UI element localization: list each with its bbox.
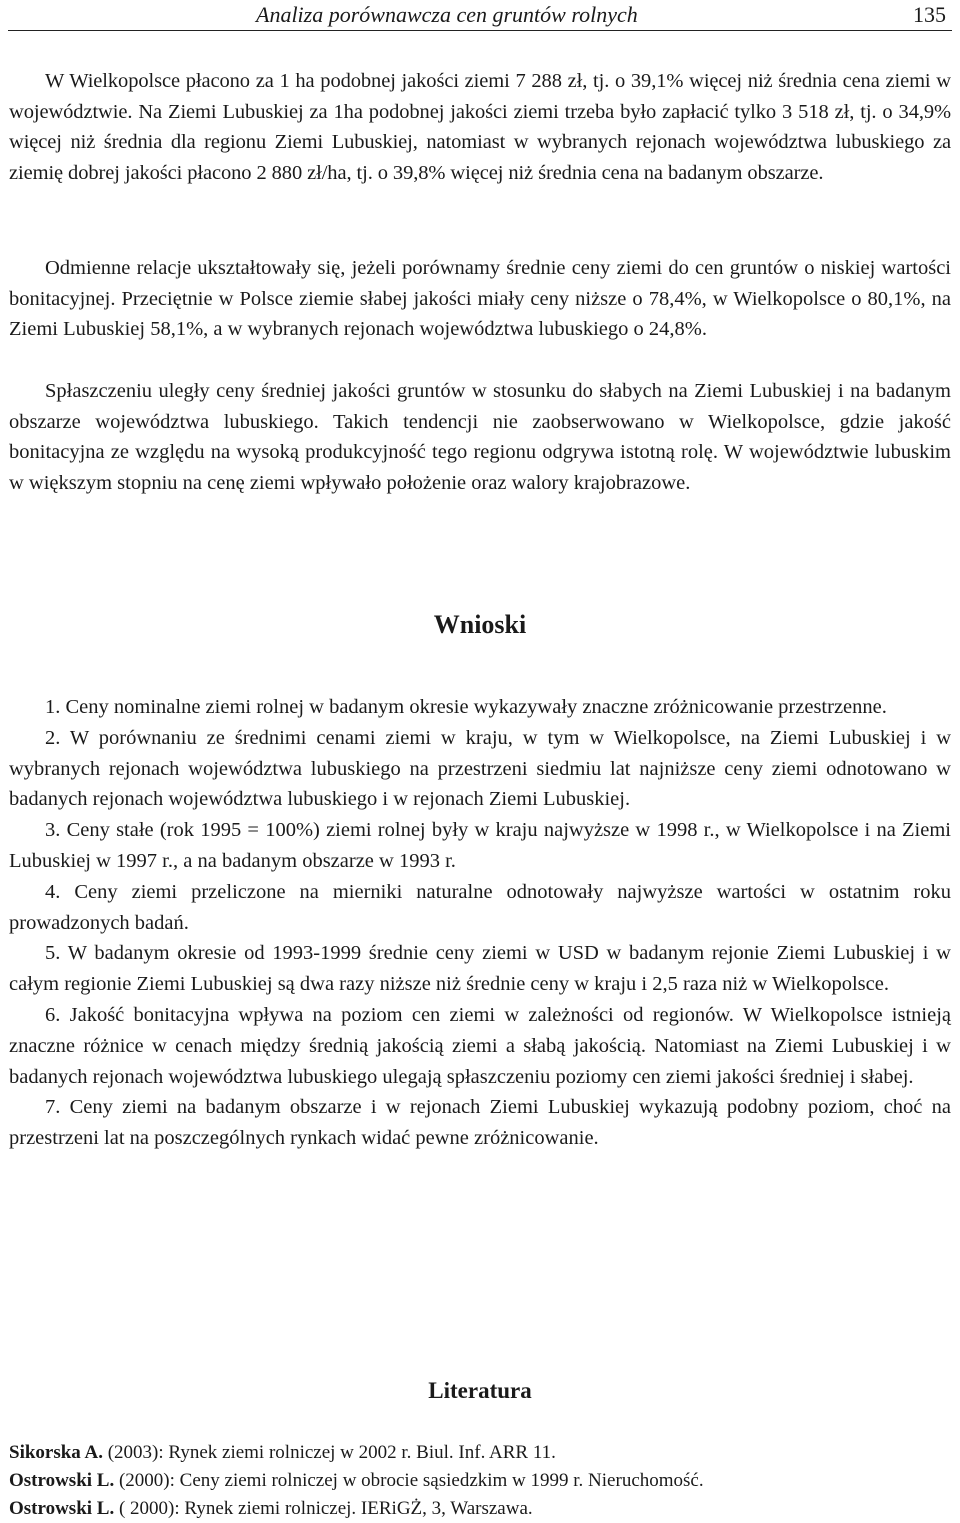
conclusion-item: 5. W badanym okresie od 1993-1999 średnie ceny ziemi w USD w badanym rejonie Ziemi Lubuskiej i w całym regionie Ziemi Lubuskiej są dwa razy niższe niż średnie ceny w kraju i 2,5 raza niż w Wielkopolsce. <box>9 942 951 996</box>
body-paragraph: Odmienne relacje ukształtowały się, jeżeli porównamy średnie ceny ziemi do cen gruntów o niskiej wartości bonitacyjnej. Przeciętnie w Polsce ziemie słabej jakości miały ceny niższe o 78,4%, w Wielkopolsce o 80,1%, na Ziemi Lubuskiej 58,1%, a w wybranych rejonach województwa lubuskiego o 24,8%. <box>9 257 951 340</box>
reference-item <box>9 1467 951 1495</box>
reference-list <box>9 1439 951 1523</box>
conclusion-item: 4. Ceny ziemi przeliczone na mierniki naturalne odnotowały najwyższe wartości w ostatnim roku prowadzonych badań. <box>9 880 951 934</box>
conclusion-item: 2. W porównaniu ze średnimi cenami ziemi w kraju, w tym w Wielkopolsce, na Ziemi Lubuskiej i w wybranych rejonach województwa lubuskiego na przestrzeni siedmiu lat najniższe ceny ziemi odnotowano w badanych rejonach województwa lubuskiego i w rejonach Ziemi Lubuskiej. <box>9 726 951 811</box>
body-paragraph: Spłaszczeniu uległy ceny średniej jakości gruntów w stosunku do słabych na Ziemi Lubuskiej i na badanym obszarze województwa lubuskiego. Takich tendencji nie zaobserwowano w Wielkopolsce, gdzie jakość bonitacyjna ze względu na wysoką produkcyjność tego regionu odgrywa istotną rolę. W województwie lubuskim w większym stopniu na cenę ziemi wpływało położenie oraz walory krajobrazowe. <box>9 380 951 494</box>
body-paragraph: W Wielkopolsce płacono za 1 ha podobnej jakości ziemi 7 288 zł, tj. o 39,1% więcej niż średnia cena ziemi w województwie. Na Ziemi Lubuskiej za 1ha podobnej jakości ziemi trzeba było zapłacić tylko 3 518 zł, tj. o 34,9% więcej niż średnia dla regionu Ziemi Lubuskiej, natomiast w wybranych rejonach województwa lubuskiego za ziemię dobrej jakości płacono 2 880 zł/ha, tj. o 39,8% więcej niż średnia cena na badanym obszarze. <box>9 70 951 184</box>
section-heading-conclusions: Wnioski <box>433 610 527 639</box>
reference-author: Ostrowski L. <box>9 1470 115 1491</box>
reference-item <box>9 1439 951 1467</box>
page-number: 135 <box>913 2 946 27</box>
running-header <box>8 0 952 31</box>
section-heading-literature: Literatura <box>428 1378 532 1403</box>
reference-text: (2000): Ceny ziemi rolniczej w obrocie sąsiedzkim w 1999 r. Nieruchomość. <box>114 1470 704 1491</box>
reference-text: ( 2000): Rynek ziemi rolniczej. IERiGŻ, 3, Warszawa. <box>114 1498 533 1519</box>
reference-author: Ostrowski L. <box>9 1498 115 1519</box>
conclusion-item: 1. Ceny nominalne ziemi rolnej w badanym okresie wykazywały znaczne zróżnicowanie przestrzenne. <box>45 696 887 718</box>
reference-author: Sikorska A. <box>9 1442 103 1463</box>
conclusion-item: 7. Ceny ziemi na badanym obszarze i w rejonach Ziemi Lubuskiej wykazują podobny poziom, choć na przestrzeni lat na poszczególnych rynkach widać pewne zróżnicowanie. <box>9 1096 951 1150</box>
conclusion-item: 3. Ceny stałe (rok 1995 = 100%) ziemi rolnej były w kraju najwyższe w 1998 r., w Wielkopolsce i na Ziemi Lubuskiej w 1997 r., a na badanym obszarze w 1993 r. <box>9 819 951 872</box>
conclusion-item: 6. Jakość bonitacyjna wpływa na poziom cen ziemi w zależności od regionów. W Wielkopolsce istnieją znaczne różnice w cenach między średnią jakością ziemi a słabą jakością. Natomiast na Ziemi Lubuskiej i w badanych rejonach województwa lubuskiego ulegają spłaszczeniu poziomy cen ziemi jakości średniej i słabej. <box>9 1003 951 1088</box>
reference-item <box>9 1495 951 1523</box>
reference-text: (2003): Rynek ziemi rolniczej w 2002 r. Biul. Inf. ARR 11. <box>102 1442 556 1463</box>
running-title: Analiza porównawcza cen gruntów rolnych <box>256 2 638 27</box>
conclusions-list <box>9 692 951 1154</box>
